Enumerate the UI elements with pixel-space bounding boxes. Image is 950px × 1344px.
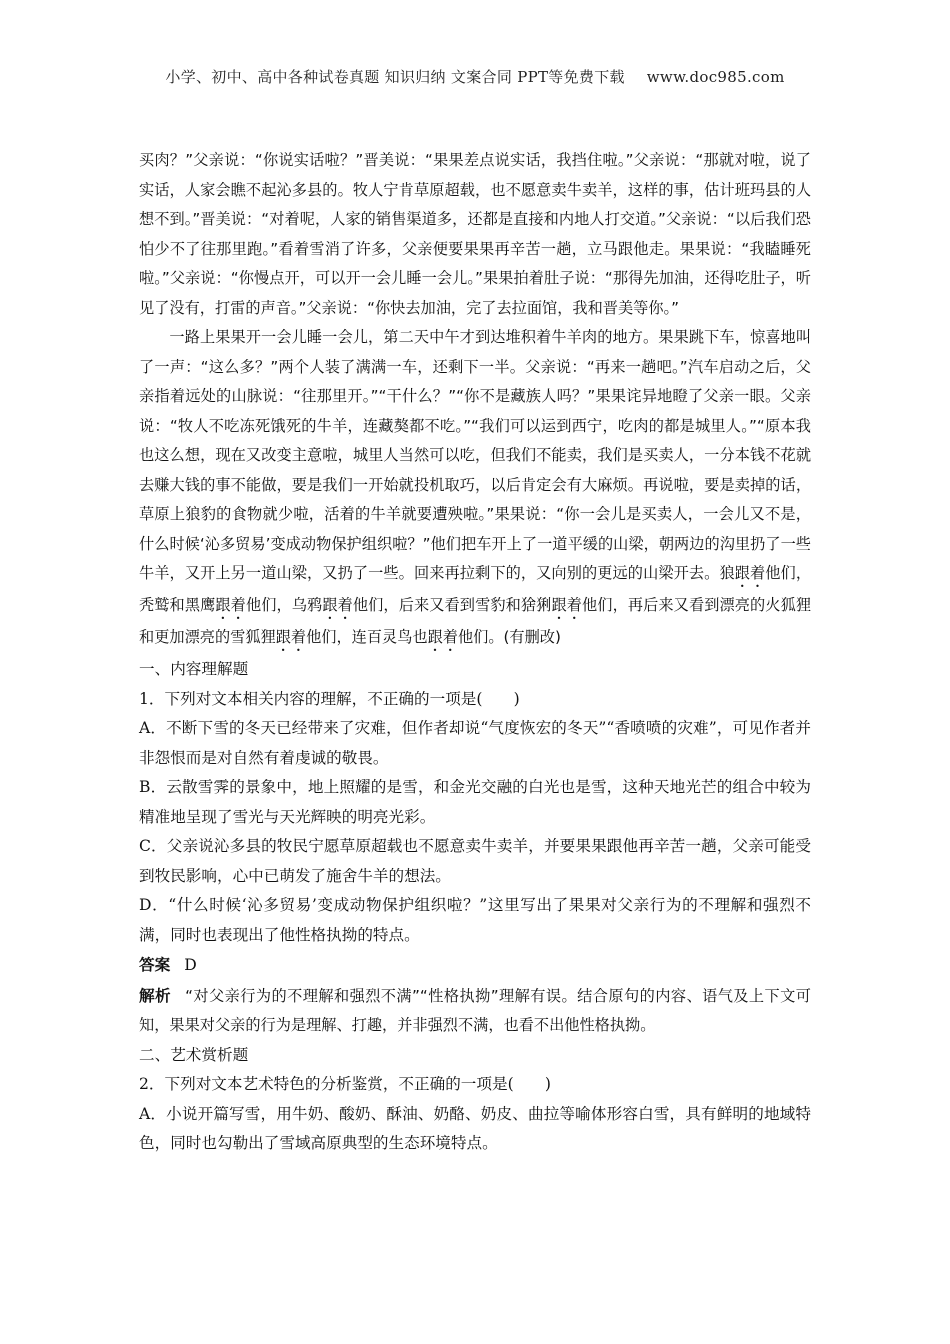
story-segment: 他们，乌鸦 [245, 596, 323, 614]
question-1-option-d: D．“什么时候‘沁多贸易’变成动物保护组织啦？”这里写出了果果对父亲行为的不理解和强烈不满，同时也表现出了他性格执拗的特点。 [139, 896, 811, 944]
story-paragraph-1: 买肉？”父亲说：“你说实话啦？”晋美说：“果果差点说实话，我挡住啦。”父亲说：“那就对啦，说了实话，人家会瞧不起沁多县的。牧人宁肯草原超载，也不愿意卖牛卖羊，这样的事，估计班玛县的人想不到。”晋美说：“对着呢，人家的销售渠道多，还都是直接和内地人打交道。”父亲说：“以后我们恐怕少不了往那里跑。”看着雪消了许多，父亲便要果果再辛苦一趟，立马跟他走。果果说：“我瞌睡死啦。”父亲说：“你慢点开，可以开一会儿睡一会儿。”果果拍着肚子说：“那得先加油，还得吃肚子，听见了没有，打雷的声音。”父亲说：“你快去加油，完了去拉面馆，我和晋美等你。” [139, 151, 811, 317]
question-1: 1．下列对文本相关内容的理解，不正确的一项是( ) [139, 689, 520, 708]
story-segment: 他们，再后来又看到漂亮的火狐狸和更加漂亮的雪狐狸 [139, 596, 812, 646]
story-paragraph-2 [139, 323, 811, 655]
answer-value: D [184, 956, 197, 974]
question-1-option-a: A．不断下雪的冬天已经带来了灾难，但作者却说“气度恢宏的冬天”“香喷喷的灾难”，可见作者并非怨恨而是对自然有着虔诚的敬畏。 [139, 719, 811, 767]
story-segment: 他们，连百灵鸟也 [306, 628, 428, 646]
analysis-text: “对父亲行为的不理解和强烈不满”“性格执拗”理解有误。结合原句的内容、语气及上下文可知，果果对父亲的行为是理解、打趣，并非强烈不满，也看不出他性格执拗。 [139, 986, 811, 1034]
page-header [0, 66, 950, 87]
answer-line [139, 950, 811, 981]
analysis-label: 解析 [139, 985, 172, 1005]
question-1-option-c: C．父亲说沁多县的牧民宁愿草原超载也不愿意卖牛卖羊，并要果果跟他再辛苦一趟，父亲可能受到牧民影响，心中已萌发了施舍牛羊的想法。 [139, 837, 811, 885]
story-note: (有删改) [503, 628, 561, 646]
answer-label: 答案 [139, 955, 171, 974]
emphasis-text: 跟着 [215, 596, 246, 614]
question-1-option-b: B．云散雪霁的景象中，地上照耀的是雪，和金光交融的白光也是雪，这种天地光芒的组合中较为精准地呈现了雪光与天光辉映的明亮光彩。 [139, 778, 811, 826]
question-2: 2．下列对文本艺术特色的分析鉴赏，不正确的一项是( ) [139, 1075, 551, 1093]
analysis-line [139, 981, 811, 1041]
emphasis-text: 跟着 [275, 628, 307, 646]
header-site-text: 小学、初中、高中各种试卷真题 知识归纳 文案合同 PPT等免费下载 [165, 68, 625, 86]
document-body [139, 146, 811, 1159]
emphasis-text: 跟着 [322, 596, 353, 614]
story-segment: 他们，秃鹫和黑鹰 [139, 564, 812, 614]
story-segment: 他们。 [457, 628, 504, 646]
emphasis-text: 跟着 [551, 596, 583, 614]
emphasis-text: 跟着 [734, 564, 766, 582]
story-paragraph-2-main: 一路上果果开一会儿睡一会儿，第二天中午才到达堆积着牛羊肉的地方。果果跳下车，惊喜地叫了一声：“这么多？”两个人装了满满一车，还剩下一半。父亲说：“再来一趟吧。”汽车启动之后，父亲指着远处的山脉说：“往那里开。”“干什么？”“你不是藏族人吗？”果果诧异地瞪了父亲一眼。父亲说：“牧人不吃冻死饿死的牛羊，连藏獒都不吃。”“我们可以运到西宁，吃肉的都是城里人。”“原本我也这么想，现在又改变主意啦，城里人当然可以吃，但我们不能卖，我们是买卖人，一分本钱不花就去赚大钱的事不能做，要是我们一开始就投机取巧，以后肯定会有大麻烦。再说啦，要是卖掉的话，草原上狼豹的食物就少啦，活着的牛羊就要遭殃啦。”果果说：“你一会儿是买卖人，一会儿又不是，什么时候‘沁多贸易’变成动物保护组织啦？”他们把车开上了一道平缓的山梁，朝两边的沟里扔了一些牛羊，又开上另一道山梁，又扔了一些。回来再拉剩下的，又向别的更远的山梁开去。狼 [139, 328, 811, 582]
question-2-option-a: A．小说开篇写雪，用牛奶、酸奶、酥油、奶酪、奶皮、曲拉等喻体形容白雪，具有鲜明的地域特色，同时也勾勒出了雪域高原典型的生态环境特点。 [139, 1104, 811, 1152]
section-1-title: 一、内容理解题 [139, 660, 249, 678]
story-segment: 他们，后来又看到雪豹和猞猁 [352, 596, 552, 614]
header-url[interactable]: www.doc985.com [646, 68, 785, 86]
section-2-title: 二、艺术赏析题 [139, 1045, 249, 1064]
emphasis-text: 跟着 [427, 628, 458, 646]
